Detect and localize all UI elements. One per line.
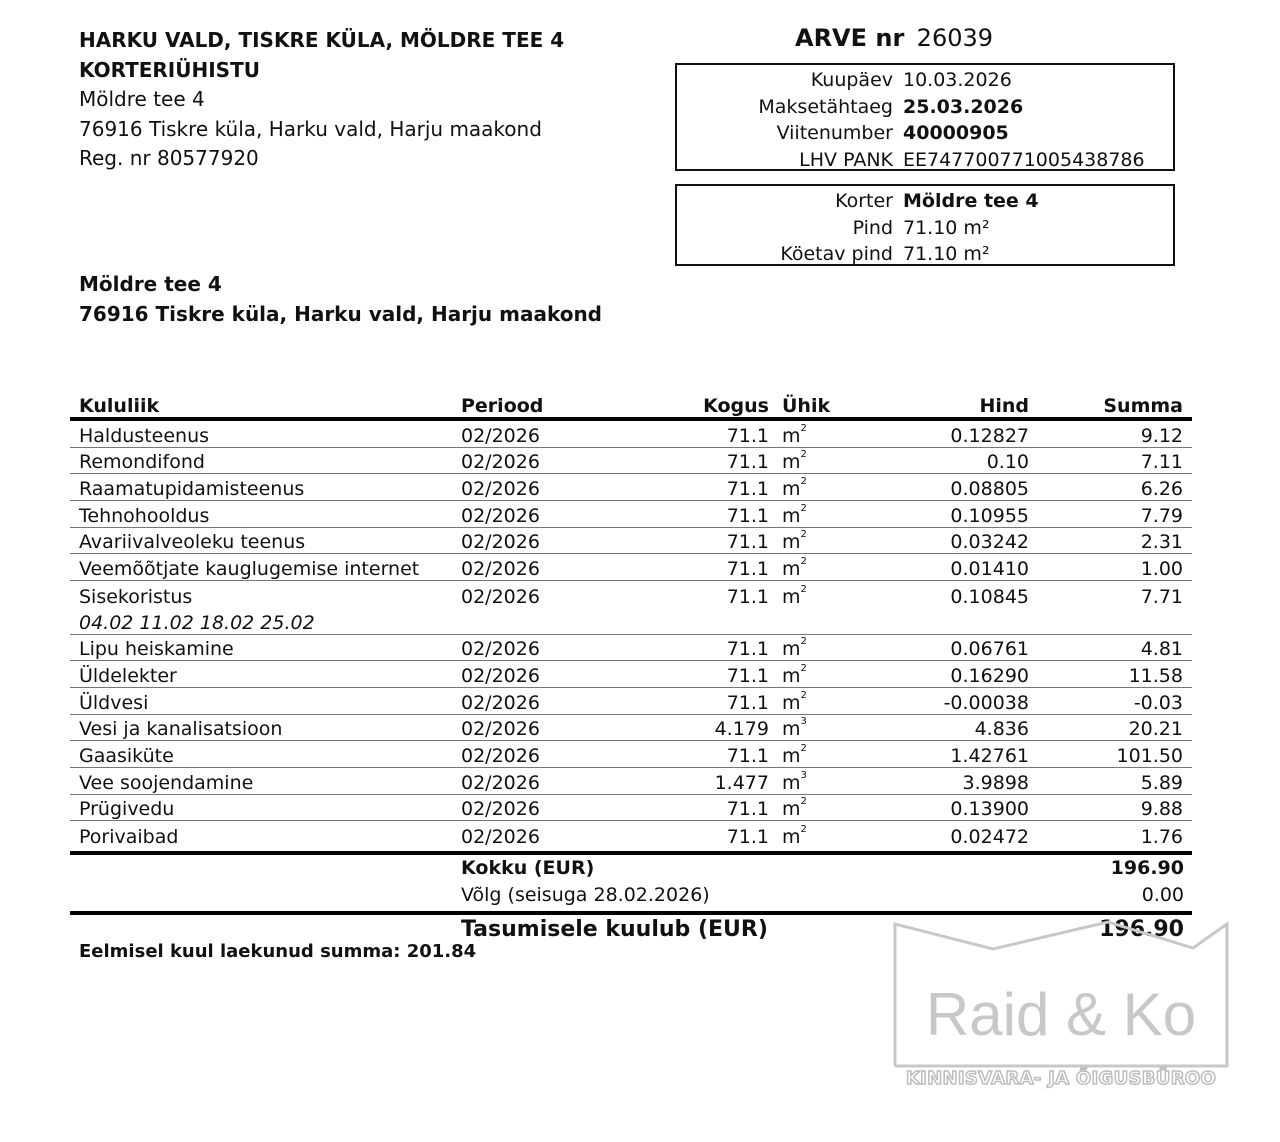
- cell-kogus: 4.179: [714, 718, 769, 741]
- watermark-logo: [893, 920, 1229, 1095]
- cell-hind: 0.10: [986, 451, 1029, 474]
- seller-block: [79, 26, 564, 174]
- recipient-street: Möldre tee 4: [79, 272, 222, 296]
- cell-kululiik: Avariivalveoleku teenus: [79, 531, 306, 554]
- table-row: [70, 661, 1192, 688]
- cell-hind: 0.16290: [950, 664, 1029, 687]
- cell-kogus: 71.1: [726, 558, 769, 581]
- table-row: [70, 768, 1192, 795]
- seller-street: Möldre tee 4: [79, 87, 205, 111]
- recipient-city: 76916 Tiskre küla, Harku vald, Harju maakond: [79, 302, 602, 326]
- table-row: [70, 421, 1192, 448]
- cell-kogus: 71.1: [726, 451, 769, 474]
- table-row: [70, 821, 1192, 848]
- cell-kululiik: Tehnohooldus: [79, 504, 210, 527]
- cell-periood: 02/2026: [461, 798, 540, 821]
- cell-kululiik: Raamatupidamisteenus: [79, 478, 305, 501]
- cell-summa: 7.71: [1140, 585, 1183, 608]
- cell-uhik: $m^2$: [782, 796, 807, 821]
- amount-due-label: Tasumisele kuulub (EUR): [461, 917, 768, 942]
- table-row: [70, 554, 1192, 581]
- cell-kogus: 71.1: [726, 664, 769, 687]
- cell-kogus: 71.1: [726, 826, 769, 848]
- detail-bank: LHV PANK EE747700771005438786: [799, 148, 1145, 171]
- cell-uhik: $m^2$: [782, 824, 807, 848]
- apartment-heated-area: Köetav pind 71.10 m²: [780, 243, 990, 265]
- cell-kululiik: Gaasiküte: [79, 744, 174, 767]
- cell-uhik: $m^2$: [782, 556, 807, 581]
- total-row: [70, 855, 1192, 882]
- cell-periood: 02/2026: [461, 478, 540, 501]
- table-row: [70, 581, 1192, 608]
- invoice-number: 26039: [916, 24, 994, 52]
- apartment-area: Pind 71.10 m²: [852, 216, 990, 239]
- cell-periood: 02/2026: [461, 558, 540, 581]
- cell-summa: 101.50: [1116, 744, 1183, 767]
- cell-hind: 0.10955: [950, 504, 1029, 527]
- cell-hind: -0.00038: [943, 691, 1029, 714]
- cell-uhik: $m^2$: [782, 583, 807, 608]
- cell-periood: 02/2026: [461, 718, 540, 741]
- cell-uhik: $m^2$: [782, 636, 807, 661]
- cell-uhik: $m^2$: [782, 502, 807, 527]
- cell-summa: 9.88: [1140, 798, 1183, 821]
- cell-hind: 3.9898: [962, 771, 1029, 794]
- cell-kululiik: Remondifond: [79, 451, 205, 474]
- cell-note: 04.02 11.02 18.02 25.02: [79, 611, 315, 634]
- cell-summa: 7.79: [1140, 504, 1183, 527]
- cell-hind: 0.06761: [950, 638, 1029, 661]
- logo-name: Raid & Ko: [925, 981, 1197, 1048]
- cell-kululiik: Üldvesi: [79, 691, 149, 714]
- debt-row: [70, 882, 1192, 909]
- cell-periood: 02/2026: [461, 826, 540, 848]
- cell-uhik: $m^2$: [782, 449, 807, 474]
- cell-summa: 7.11: [1140, 451, 1183, 474]
- cell-kogus: 71.1: [726, 504, 769, 527]
- cell-uhik: $m^3$: [782, 716, 807, 741]
- seller-name-line2: KORTERIÜHISTU: [79, 57, 260, 82]
- cell-kogus: 71.1: [726, 798, 769, 821]
- cell-uhik: $m^2$: [782, 476, 807, 501]
- cell-periood: 02/2026: [461, 664, 540, 687]
- cell-hind: 0.13900: [950, 798, 1029, 821]
- cell-kululiik: Vee soojendamine: [79, 771, 254, 794]
- recipient-block: [79, 269, 602, 329]
- table-row: [70, 715, 1192, 742]
- detail-due-date: Maksetähtaeg 25.03.2026: [758, 95, 1024, 118]
- header-uhik: Ühik: [782, 395, 831, 417]
- cell-summa: 11.58: [1128, 664, 1183, 687]
- header-summa: Summa: [1103, 395, 1183, 417]
- cell-summa: 20.21: [1128, 718, 1183, 741]
- header-hind: Hind: [979, 395, 1029, 417]
- table-row: [70, 474, 1192, 501]
- cell-kogus: 71.1: [726, 691, 769, 714]
- cell-summa: 9.12: [1140, 424, 1183, 447]
- table-header: [70, 393, 1192, 421]
- logo-subtitle: KINNISVARA- JA ÕIGUSBÜROO: [905, 1068, 1217, 1089]
- cell-periood: 02/2026: [461, 585, 540, 608]
- cell-periood: 02/2026: [461, 638, 540, 661]
- apartment-address: Korter Möldre tee 4: [835, 190, 1039, 212]
- cell-hind: 4.836: [974, 718, 1029, 741]
- table-row: [70, 448, 1192, 475]
- cell-periood: 02/2026: [461, 504, 540, 527]
- cell-uhik: $m^2$: [782, 529, 807, 554]
- header-kululiik: Kululiik: [79, 395, 160, 417]
- cell-uhik: $m^2$: [782, 662, 807, 687]
- cell-hind: 0.03242: [950, 531, 1029, 554]
- cell-summa: 4.81: [1140, 638, 1183, 661]
- previous-payment: Eelmisel kuul laekunud summa: 201.84: [79, 941, 477, 962]
- cell-summa: 2.31: [1140, 531, 1183, 554]
- cell-uhik: $m^2$: [782, 742, 807, 767]
- cell-summa: 1.00: [1140, 558, 1183, 581]
- invoice-title: [795, 24, 993, 52]
- cell-periood: 02/2026: [461, 451, 540, 474]
- cell-periood: 02/2026: [461, 691, 540, 714]
- table-row: [70, 795, 1192, 822]
- cell-kogus: 71.1: [726, 585, 769, 608]
- debt-value: 0.00: [1141, 884, 1184, 906]
- cell-uhik: $m^3$: [782, 769, 807, 794]
- charges-table: [70, 393, 1192, 848]
- seller-city: 76916 Tiskre küla, Harku vald, Harju maakond: [79, 116, 542, 141]
- cell-hind: 0.01410: [950, 558, 1029, 581]
- table-row: [70, 528, 1192, 555]
- table-body: [70, 421, 1192, 848]
- total-value: 196.90: [1110, 857, 1184, 879]
- table-row: [70, 501, 1192, 528]
- cell-kululiik: Üldelekter: [79, 664, 177, 687]
- cell-periood: 02/2026: [461, 424, 540, 447]
- table-row-note: [70, 608, 1192, 635]
- seller-name-line1: HARKU VALD, TISKRE KÜLA, MÖLDRE TEE 4: [79, 28, 565, 52]
- cell-kululiik: Vesi ja kanalisatsioon: [79, 718, 283, 741]
- invoice-title-label: ARVE nr: [795, 24, 905, 52]
- cell-kululiik: Veemõõtjate kauglugemise internet: [79, 558, 420, 581]
- cell-kogus: 71.1: [726, 744, 769, 767]
- cell-hind: 0.02472: [950, 826, 1029, 848]
- cell-hind: 0.10845: [950, 585, 1029, 608]
- cell-summa: -0.03: [1133, 691, 1183, 714]
- header-kogus: Kogus: [703, 395, 769, 417]
- cell-kululiik: Porivaibad: [79, 826, 179, 848]
- cell-kululiik: Sisekoristus: [79, 585, 193, 608]
- cell-periood: 02/2026: [461, 771, 540, 794]
- cell-periood: 02/2026: [461, 744, 540, 767]
- total-label: Kokku (EUR): [461, 857, 595, 879]
- cell-uhik: $m^2$: [782, 422, 807, 447]
- cell-summa: 5.89: [1140, 771, 1183, 794]
- seller-reg: Reg. nr 80577920: [79, 146, 259, 170]
- table-row: [70, 741, 1192, 768]
- cell-kogus: 1.477: [714, 771, 769, 794]
- cell-kululiik: Haldusteenus: [79, 424, 210, 447]
- invoice-details-box: [675, 63, 1175, 171]
- detail-date: Kuupäev 10.03.2026: [810, 69, 1012, 91]
- table-row: [70, 688, 1192, 715]
- cell-summa: 6.26: [1140, 478, 1183, 501]
- cell-kogus: 71.1: [726, 531, 769, 554]
- amount-due-value: 196.90: [1099, 917, 1184, 942]
- apartment-box: [675, 184, 1175, 266]
- cell-hind: 0.08805: [950, 478, 1029, 501]
- cell-hind: 1.42761: [950, 744, 1029, 767]
- header-periood: Periood: [461, 395, 544, 417]
- cell-kogus: 71.1: [726, 478, 769, 501]
- cell-periood: 02/2026: [461, 531, 540, 554]
- cell-hind: 0.12827: [950, 424, 1029, 447]
- cell-kululiik: Lipu heiskamine: [79, 638, 234, 661]
- cell-kogus: 71.1: [726, 424, 769, 447]
- detail-reference: Viitenumber 40000905: [776, 122, 1009, 144]
- cell-kogus: 71.1: [726, 638, 769, 661]
- table-row: [70, 635, 1192, 662]
- cell-summa: 1.76: [1140, 826, 1183, 848]
- cell-uhik: $m^2$: [782, 689, 807, 714]
- debt-label: Võlg (seisuga 28.02.2026): [461, 884, 710, 906]
- cell-kululiik: Prügivedu: [79, 798, 175, 821]
